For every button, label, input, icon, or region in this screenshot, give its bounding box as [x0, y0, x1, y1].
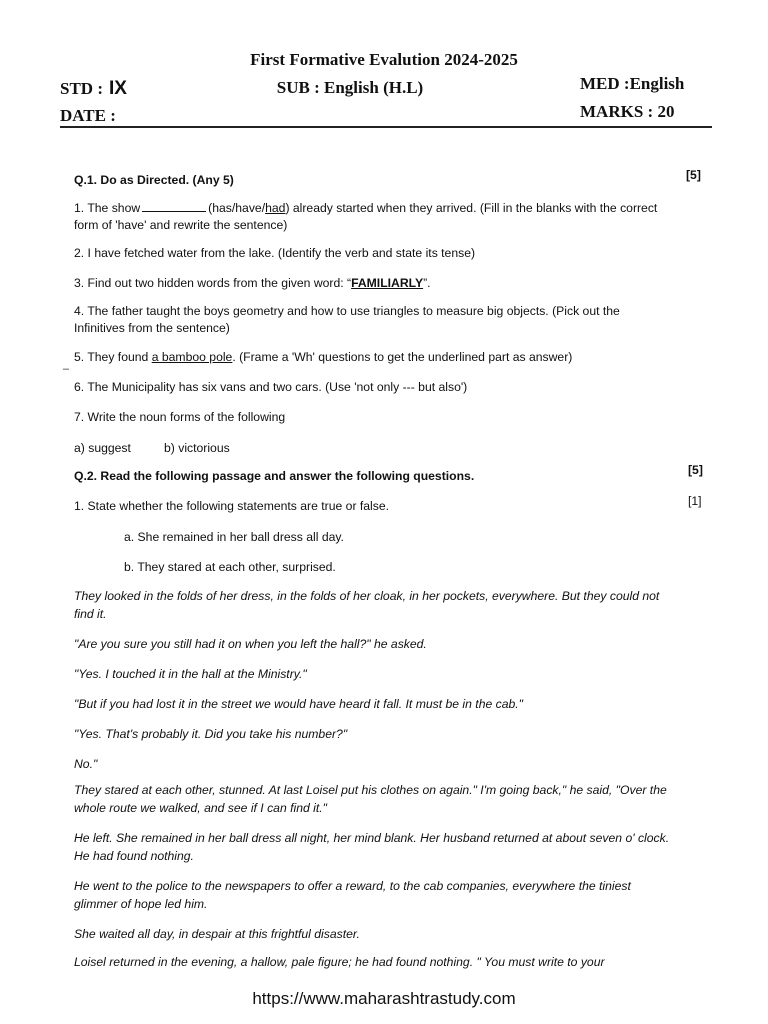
q1-item-2: 2. I have fetched water from the lake. (Identify the verb and state its tense)	[74, 246, 476, 260]
q1-item-3-word: FAMILIARLY	[351, 276, 424, 290]
passage-p7: They stared at each other, stunned. At last Loisel put his clothes on again." I'm going back," he said, "Over the	[74, 783, 667, 797]
q1-item-1-line2: form of 'have' and rewrite the sentence)	[74, 218, 288, 232]
passage-p9-line2: glimmer of hope led him.	[74, 897, 208, 911]
q2-sub1: 1. State whether the following statements are true or false.	[74, 499, 390, 513]
q1-item-1-opts-a: (has/have/	[208, 201, 266, 215]
passage-p1-line2: find it.	[74, 607, 107, 621]
passage-p7-line2: whole route we walked, and see if I can find it."	[74, 801, 327, 815]
q1-item-5-underlined: a bamboo pole	[151, 350, 233, 364]
q1-item-7a: a) suggest	[74, 441, 131, 455]
q1-item-3-prefix: 3. Find out two hidden words from the given word: “	[74, 276, 352, 290]
q2-sub1-b: b. They stared at each other, surprised.	[124, 560, 336, 574]
marks-field: MARKS : 20	[580, 102, 675, 121]
q2-marks: [5]	[688, 463, 703, 477]
fill-blank	[142, 200, 206, 212]
date-field: DATE :	[60, 106, 116, 125]
q2-sub1-marks: [1]	[688, 494, 702, 508]
q1-item-4-line2: Infinitives from the sentence)	[74, 321, 230, 335]
passage-p2: "Are you sure you still had it on when you left the hall?" he asked.	[74, 637, 427, 651]
std-label: STD :	[60, 79, 103, 98]
q2-sub1-a: a. She remained in her ball dress all day.	[124, 530, 344, 544]
q1-heading: Q.1. Do as Directed. (Any 5)	[74, 173, 234, 187]
q1-item-3-suffix: ”.	[423, 276, 431, 290]
footer-url[interactable]: https://www.maharashtrastudy.com	[252, 989, 516, 1008]
q1-item-7-options	[74, 440, 704, 457]
passage-p4: "But if you had lost it in the street we would have heard it fall. It must be in the cab."	[74, 697, 523, 711]
q1-marks: [5]	[686, 168, 701, 182]
pen-tick-mark: –	[62, 363, 70, 375]
passage-p3: "Yes. I touched it in the hall at the Ministry."	[74, 667, 307, 681]
q1-item-1-prefix: 1. The show	[74, 201, 141, 215]
q1-item-7b: b) victorious	[164, 441, 230, 455]
passage-p1: They looked in the folds of her dress, in the folds of her cloak, in her pockets, everywhere. But they could not	[74, 589, 660, 603]
passage-p11: Loisel returned in the evening, a hallow, pale figure; he had found nothing. " You must write to your	[74, 955, 605, 969]
q1-item-6: 6. The Municipality has six vans and two cars. (Use 'not only --- but also')	[74, 380, 468, 394]
exam-title: First Formative Evalution 2024-2025	[250, 50, 518, 69]
q1-item-5	[74, 349, 704, 366]
passage-p8-line2: He had found nothing.	[74, 849, 194, 863]
q1-item-3	[74, 275, 704, 292]
medium-field: MED :English	[580, 74, 685, 93]
header-divider	[60, 126, 712, 128]
q1-item-5-prefix: 5. They found	[74, 350, 152, 364]
q1-item-1-had: had	[265, 201, 286, 215]
passage-p6: No."	[74, 757, 98, 771]
q1-item-1-opts-b: ) already started when they arrived. (Fill in the blanks with the correct	[285, 201, 658, 215]
subject-field: SUB : English (H.L)	[276, 78, 424, 97]
q2-heading: Q.2. Read the following passage and answer the following questions.	[74, 469, 475, 483]
q1-item-4: 4. The father taught the boys geometry and how to use triangles to measure big objects. (Pick out the	[74, 304, 620, 318]
passage-p10: She waited all day, in despair at this frightful disaster.	[74, 927, 360, 941]
std-value: IX	[108, 78, 127, 99]
passage-p9: He went to the police to the newspapers to offer a reward, to the cab companies, everywhere the tiniest	[74, 879, 631, 893]
q1-item-5-suffix: . (Frame a 'Wh' questions to get the underlined part as answer)	[232, 350, 573, 364]
passage-p8: He left. She remained in her ball dress all night, her mind blank. Her husband returned at about seven o' clock.	[74, 831, 670, 845]
q1-item-7: 7. Write the noun forms of the following	[74, 410, 286, 424]
passage-p5: "Yes. That's probably it. Did you take his number?"	[74, 727, 348, 741]
q1-item-1	[74, 200, 704, 217]
